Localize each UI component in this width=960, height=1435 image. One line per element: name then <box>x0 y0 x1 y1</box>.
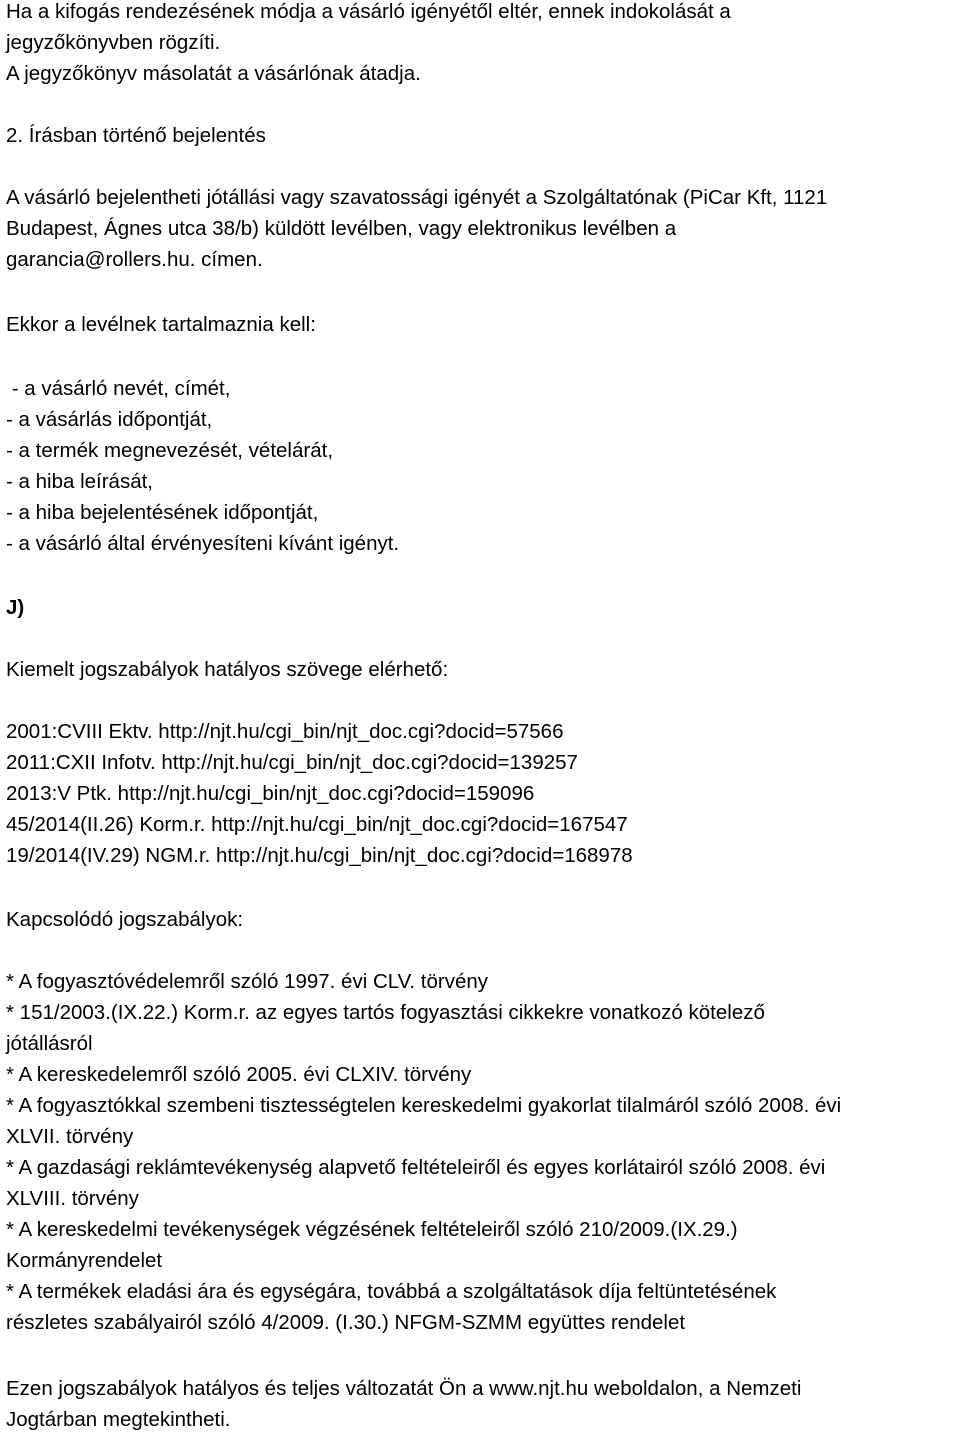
intro-line-2: jegyzőkönyvben rögzíti. <box>6 31 221 54</box>
list-item: - a vásárló által érvényesíteni kívánt igényt. <box>6 532 400 555</box>
section-2-para-line-1: A vásárló bejelentheti jótállási vagy szavatossági igényét a Szolgáltatónak (PiCar Kft, 1121 <box>6 186 828 209</box>
list-item: - a hiba leírását, <box>6 470 153 493</box>
related-law-line: XLVII. törvény <box>6 1125 134 1148</box>
laws-intro: Kiemelt jogszabályok hatályos szövege elérhető: <box>6 658 449 681</box>
list-item: - a termék megnevezését, vételárát, <box>6 439 334 462</box>
related-law-line: XLVIII. törvény <box>6 1187 139 1210</box>
law-link-line: 45/2014(II.26) Korm.r. http://njt.hu/cgi_bin/njt_doc.cgi?docid=167547 <box>6 813 628 836</box>
intro-line-1: Ha a kifogás rendezésének módja a vásárló igényétől eltér, ennek indokolását a <box>6 0 731 23</box>
law-link-line: 2013:V Ptk. http://njt.hu/cgi_bin/njt_doc.cgi?docid=159096 <box>6 782 535 805</box>
section-2-para-line-2: Budapest, Ágnes utca 38/b) küldött levélben, vagy elektronikus levélben a <box>6 217 677 240</box>
related-law-line: jótállásról <box>6 1032 93 1055</box>
list-item: - a vásárlás időpontját, <box>6 408 213 431</box>
list-item: - a hiba bejelentésének időpontját, <box>6 501 319 524</box>
related-law-line: * 151/2003.(IX.22.) Korm.r. az egyes tartós fogyasztási cikkekre vonatkozó kötelező <box>6 1001 765 1024</box>
law-link-line: 19/2014(IV.29) NGM.r. http://njt.hu/cgi_bin/njt_doc.cgi?docid=168978 <box>6 844 633 867</box>
law-link-line: 2011:CXII Infotv. http://njt.hu/cgi_bin/njt_doc.cgi?docid=139257 <box>6 751 578 774</box>
related-law-line: részletes szabályairól szóló 4/2009. (I.30.) NFGM-SZMM együttes rendelet <box>6 1311 686 1334</box>
related-law-line: * A gazdasági reklámtevékenység alapvető feltételeiről és egyes korlátairól szóló 2008. évi <box>6 1156 826 1179</box>
closing-line-1: Ezen jogszabályok hatályos és teljes változatát Ön a www.njt.hu weboldalon, a Nemzeti <box>6 1377 802 1400</box>
section-j-heading: J) <box>6 596 25 619</box>
list-intro: Ekkor a levélnek tartalmaznia kell: <box>6 313 316 336</box>
list-item: - a vásárló nevét, címét, <box>6 377 231 400</box>
section-2-para-line-3: garancia@rollers.hu. címen. <box>6 248 263 271</box>
related-law-line: * A fogyasztókkal szembeni tisztességtelen kereskedelmi gyakorlat tilalmáról szóló 2008. évi <box>6 1094 842 1117</box>
related-law-line: * A kereskedelemről szóló 2005. évi CLXIV. törvény <box>6 1063 472 1086</box>
section-2-heading: 2. Írásban történő bejelentés <box>6 124 266 147</box>
related-law-line: * A termékek eladási ára és egységára, továbbá a szolgáltatások díja feltüntetésének <box>6 1280 777 1303</box>
law-link-line: 2001:CVIII Ektv. http://njt.hu/cgi_bin/njt_doc.cgi?docid=57566 <box>6 720 564 743</box>
closing-line-2: Jogtárban megtekintheti. <box>6 1408 231 1431</box>
related-law-line: * A fogyasztóvédelemről szóló 1997. évi CLV. törvény <box>6 970 489 993</box>
intro-line-3: A jegyzőkönyv másolatát a vásárlónak átadja. <box>6 62 421 85</box>
related-laws-intro: Kapcsolódó jogszabályok: <box>6 908 244 931</box>
related-law-line: Kormányrendelet <box>6 1249 163 1272</box>
related-law-line: * A kereskedelmi tevékenységek végzésének feltételeiről szóló 210/2009.(IX.29.) <box>6 1218 738 1241</box>
